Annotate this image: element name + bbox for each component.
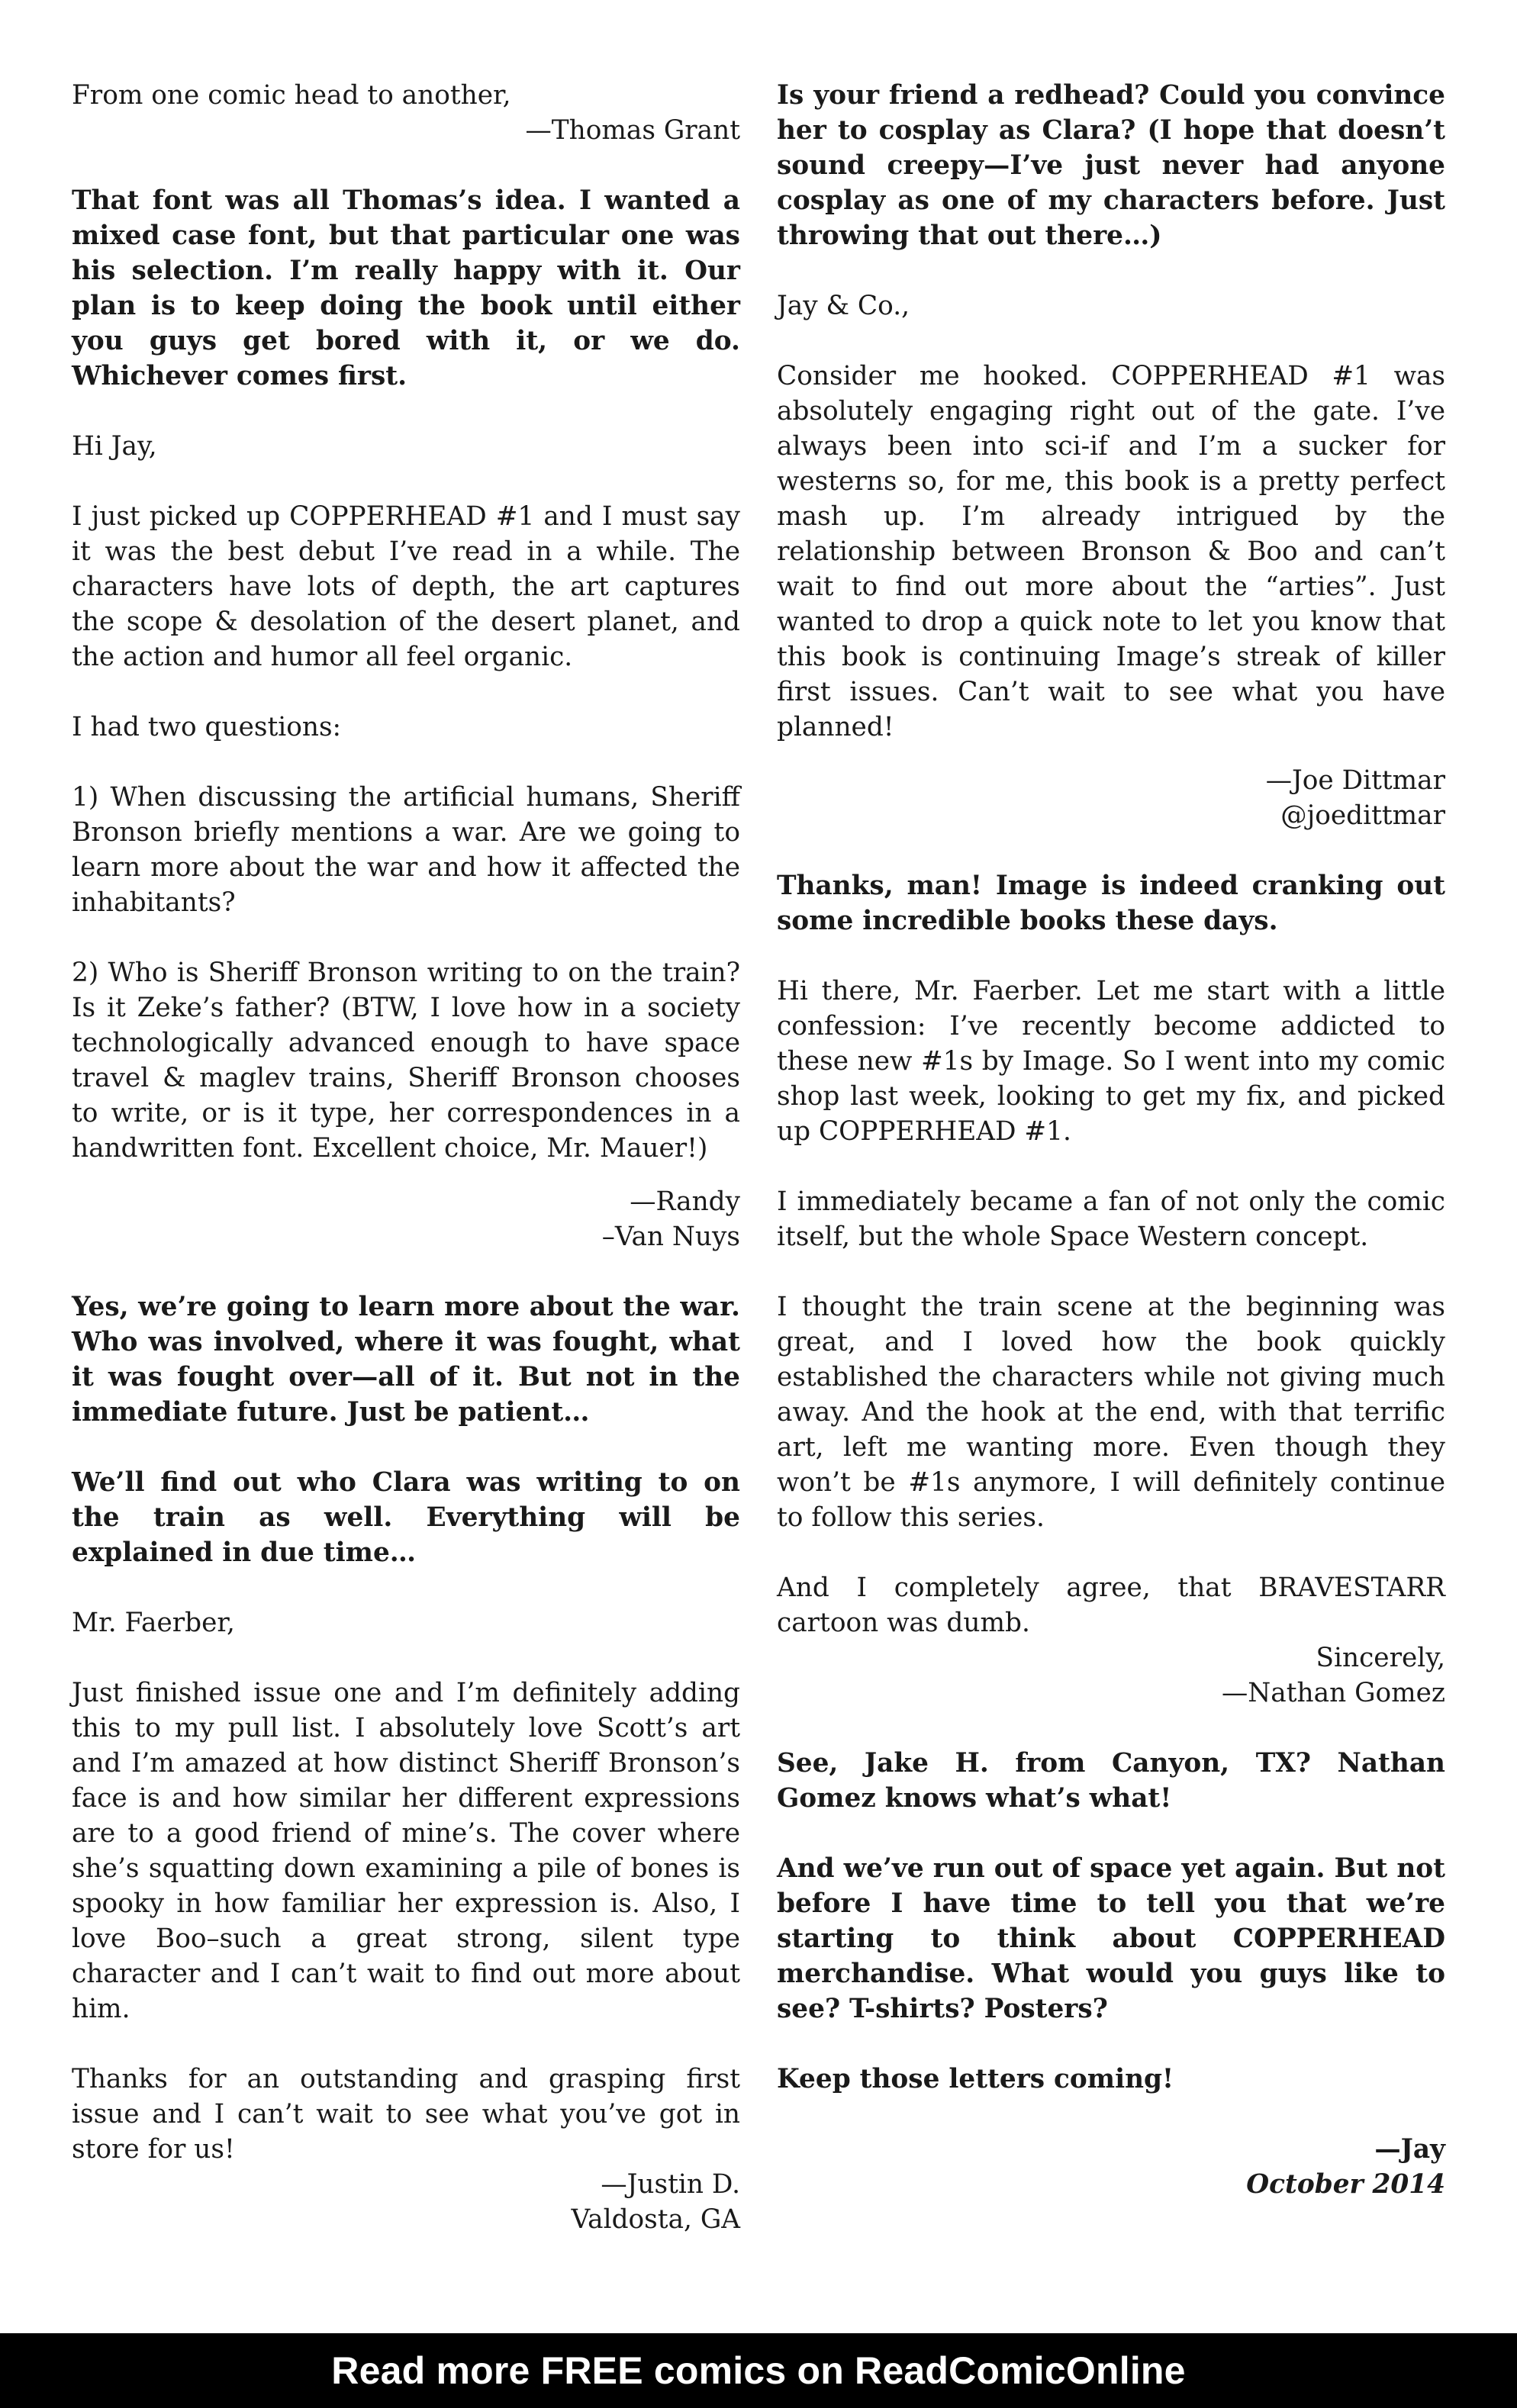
letter-paragraph: Hi there, Mr. Faerber. Let me start with a little confession: I’ve recently become addicted to these new #1s by Image. So I went into my comic shop last week, looking to get my fix, and picked up COPPERHEAD #1. xyxy=(777,976,1445,1147)
signature-line: @joedittmar xyxy=(1280,800,1445,831)
editor-reply: That font was all Thomas’s idea. I wanted a mixed case font, but that particular one was his selection. I’m really happy with it. Our plan is to keep doing the book until either you guys get bored with it, or we do. Whichever comes first. xyxy=(72,185,740,391)
letter-greeting: Jay & Co., xyxy=(777,291,910,321)
letter-greeting: Mr. Faerber, xyxy=(72,1608,235,1638)
editor-reply: Is your friend a redhead? Could you convince her to cosplay as Clara? (I hope that doesn’t sound creepy—I’ve just never had anyone cosplay as one of my characters before. Just throwing that out there…) xyxy=(777,80,1445,251)
signature-line: —Justin D. xyxy=(601,2169,740,2200)
signature-nathan-gomez xyxy=(777,1640,1445,1711)
letter-paragraph: Thanks for an outstanding and grasping first issue and I can’t wait to see what you’ve got in store for us! xyxy=(72,2064,740,2165)
signature-line: —Randy xyxy=(630,1186,740,1217)
signature-thomas-grant xyxy=(72,113,740,148)
signature-line: Valdosta, GA xyxy=(571,2204,740,2235)
left-column xyxy=(72,78,740,2272)
letter-greeting: Hi Jay, xyxy=(72,431,157,462)
letter-paragraph: And I completely agree, that BRAVESTARR cartoon was dumb. xyxy=(777,1573,1445,1638)
signature-randy xyxy=(72,1184,740,1254)
signature-jay xyxy=(777,2132,1445,2202)
signature-justin-d xyxy=(72,2167,740,2237)
signature-line: –Van Nuys xyxy=(601,1222,740,1252)
letter-paragraph: I immediately became a fan of not only the comic itself, but the whole Space Western concept. xyxy=(777,1186,1445,1252)
letter-paragraph: Just finished issue one and I’m definitely adding this to my pull list. I absolutely love Scott’s art and I’m amazed at how distinct Sheriff Bronson’s face is and how similar her different expressions are to a good friend of mine’s. The cover where she’s squatting down examining a pile of bones is spooky in how familiar her expression is. Also, I love Boo–such a great strong, silent type character and I can’t wait to find out more about him. xyxy=(72,1678,740,2024)
signature-line: —Thomas Grant xyxy=(525,115,740,146)
signature-line: —Nathan Gomez xyxy=(1222,1678,1445,1708)
signature-line: —Jay xyxy=(1374,2134,1445,2165)
editor-reply: And we’ve run out of space yet again. But not before I have time to tell you that we’re starting to think about COPPERHEAD merchandise. What would you guys like to see? T-shirts? Posters? xyxy=(777,1853,1445,2024)
signature-line: —Joe Dittmar xyxy=(1265,765,1445,796)
letter-paragraph: 1) When discussing the artificial humans, Sheriff Bronson briefly mentions a war. Are we going to learn more about the war and how it affected the inhabitants? xyxy=(72,782,740,918)
editor-reply: Yes, we’re going to learn more about the war. Who was involved, where it was fought, what it was fought over—all of it. But not in the immediate future. Just be patient… xyxy=(72,1292,740,1428)
letter-closing: From one comic head to another, xyxy=(72,80,511,111)
editor-reply: Thanks, man! Image is indeed cranking out some incredible books these days. xyxy=(777,871,1445,936)
editor-reply: We’ll find out who Clara was writing to on the train as well. Everything will be explained in due time… xyxy=(72,1467,740,1568)
letter-paragraph: Consider me hooked. COPPERHEAD #1 was absolutely engaging right out of the gate. I’ve always been into sci-if and I’m a sucker for westerns so, for me, this book is a pretty perfect mash up. I’m already intrigued by the relationship between Bronson & Boo and can’t wait to find out more about the “arties”. Just wanted to drop a quick note to let you know that this book is continuing Image’s streak of killer first issues. Can’t wait to see what you have planned! xyxy=(777,361,1445,742)
editor-reply: Keep those letters coming! xyxy=(777,2064,1174,2094)
editor-reply: See, Jake H. from Canyon, TX? Nathan Gomez knows what’s what! xyxy=(777,1748,1445,1814)
signature-date: October 2014 xyxy=(1246,2169,1445,2200)
promo-banner-text: Read more FREE comics on ReadComicOnline xyxy=(331,2349,1186,2392)
signature-line: Sincerely, xyxy=(1316,1643,1445,1673)
letter-paragraph: I thought the train scene at the beginning was great, and I loved how the book quickly established the characters while not giving much away. And the hook at the end, with that terrific art, left me wanting more. Even though they won’t be #1s anymore, I will definitely continue to follow this series. xyxy=(777,1292,1445,1533)
letter-paragraph: I just picked up COPPERHEAD #1 and I must say it was the best debut I’ve read in a while. The characters have lots of depth, the art captures the scope & desolation of the desert planet, and the action and humor all feel organic. xyxy=(72,501,740,672)
promo-banner xyxy=(0,2333,1517,2408)
signature-joe-dittmar xyxy=(777,763,1445,833)
letter-paragraph: I had two questions: xyxy=(72,712,342,742)
letter-paragraph: 2) Who is Sheriff Bronson writing to on the train? Is it Zeke’s father? (BTW, I love how in a society technologically advanced enough to have space travel & maglev trains, Sheriff Bronson chooses to write, or is it type, her correspondences in a handwritten font. Excellent choice, Mr. Mauer!) xyxy=(72,958,740,1164)
right-column xyxy=(777,78,1445,2237)
